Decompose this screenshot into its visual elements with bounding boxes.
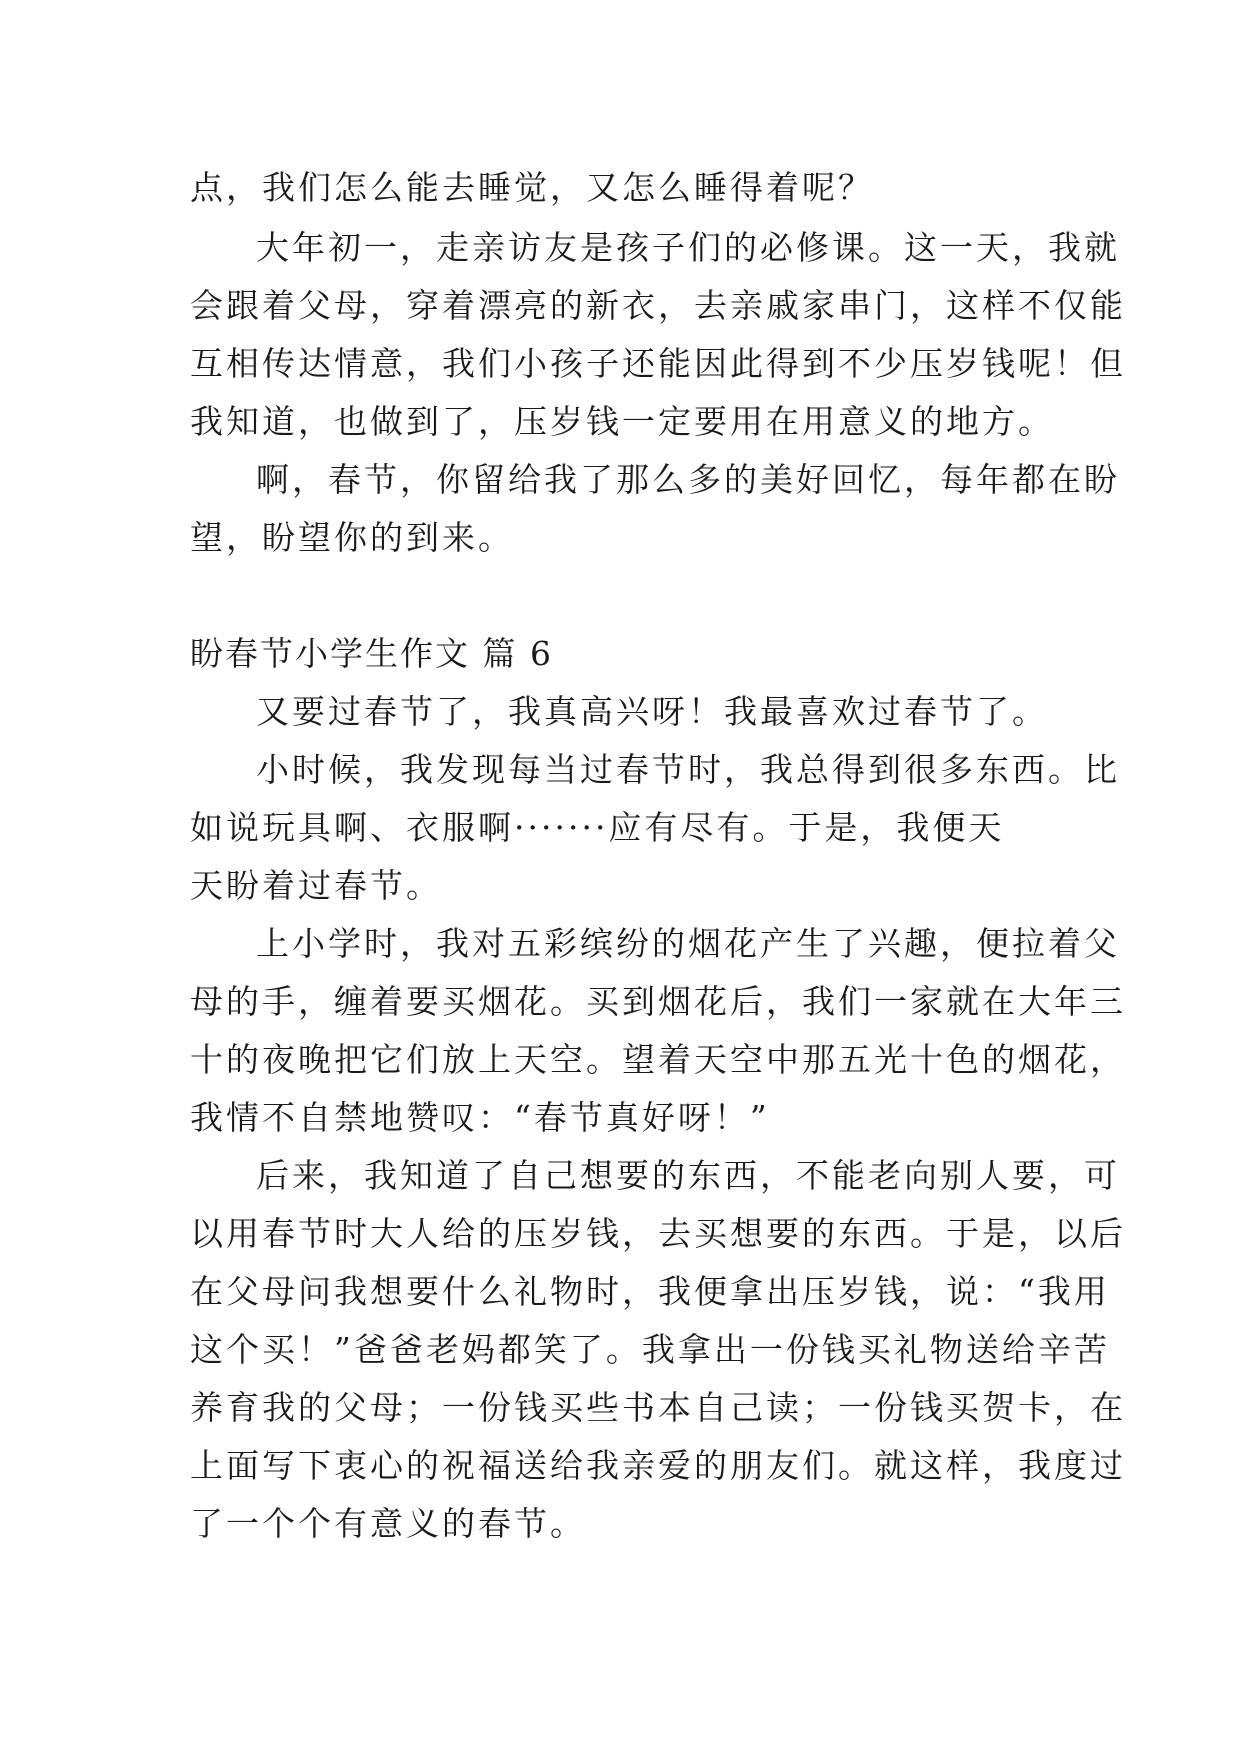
text-line: 互相传达情意，我们小孩子还能因此得到不少压岁钱呢！但 — [190, 344, 1126, 383]
text-line: 会跟着父母，穿着漂亮的新衣，去亲戚家串门，这样不仅能 — [190, 286, 1126, 325]
paragraph-start-line: 又要过春节了，我真高兴呀！我最喜欢过春节了。 — [256, 692, 1048, 731]
paragraph-start-line: 上小学时，我对五彩缤纷的烟花产生了兴趣，便拉着父 — [256, 924, 1120, 963]
paragraph-start-line: 小时候，我发现每当过春节时，我总得到很多东西。比 — [256, 750, 1120, 789]
section-heading: 盼春节小学生作文 篇 6 — [190, 634, 553, 673]
text-line: 养育我的父母；一份钱买些书本自己读；一份钱买贺卡，在 — [190, 1388, 1126, 1427]
text-line: 了一个个有意义的春节。 — [190, 1504, 586, 1543]
text-line: 在父母问我想要什么礼物时，我便拿出压岁钱，说：“我用 — [190, 1272, 1110, 1311]
text-line: 母的手，缠着要买烟花。买到烟花后，我们一家就在大年三 — [190, 982, 1126, 1021]
text-line: 这个买！”爸爸老妈都笑了。我拿出一份钱买礼物送给辛苦 — [190, 1330, 1110, 1369]
text-line: 天盼着过春节。 — [190, 866, 442, 905]
text-line: 点，我们怎么能去睡觉，又怎么睡得着呢？ — [190, 168, 874, 207]
text-line: 我知道，也做到了，压岁钱一定要用在用意义的地方。 — [190, 402, 1054, 441]
text-line: 上面写下衷心的祝福送给我亲爱的朋友们。就这样，我度过 — [190, 1446, 1126, 1485]
paragraph-start-line: 大年初一，走亲访友是孩子们的必修课。这一天，我就 — [256, 228, 1120, 267]
paragraph-start-line: 后来，我知道了自己想要的东西，不能老向别人要，可 — [256, 1156, 1120, 1195]
text-line: 以用春节时大人给的压岁钱，去买想要的东西。于是，以后 — [190, 1214, 1126, 1253]
text-line: 我情不自禁地赞叹：“春节真好呀！” — [190, 1098, 770, 1137]
text-line: 望，盼望你的到来。 — [190, 518, 514, 557]
text-line: 如说玩具啊、衣服啊·······应有尽有。于是，我便天 — [190, 808, 1005, 847]
paragraph-start-line: 啊，春节，你留给我了那么多的美好回忆，每年都在盼 — [256, 460, 1120, 499]
text-line: 十的夜晚把它们放上天空。望着天空中那五光十色的烟花， — [190, 1040, 1126, 1079]
